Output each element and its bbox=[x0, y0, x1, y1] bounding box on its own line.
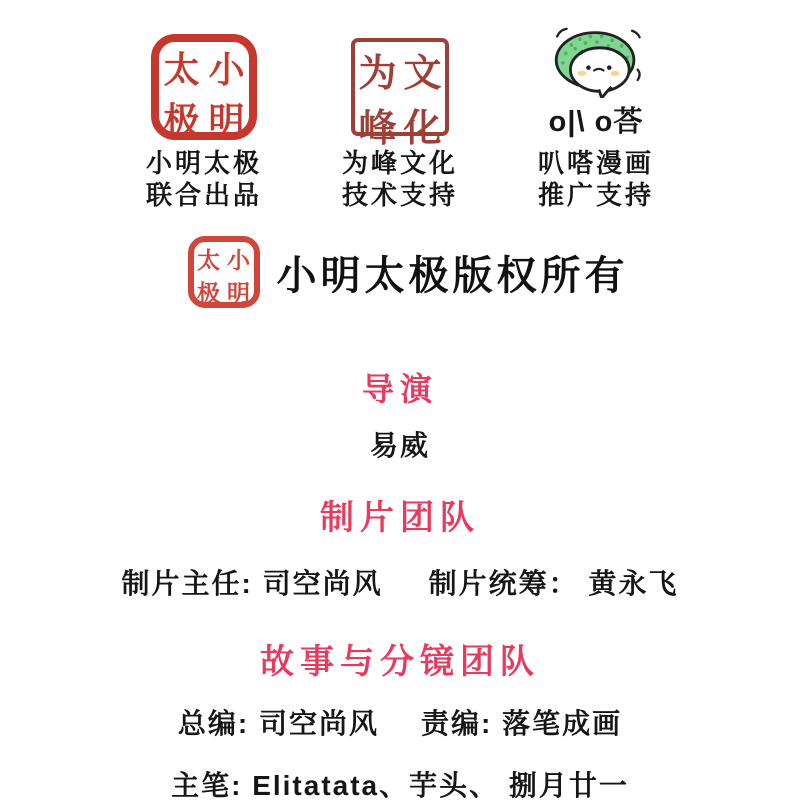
seal-char: 化 bbox=[403, 105, 442, 150]
partner-caption-line2: 推广支持 bbox=[537, 179, 654, 210]
editor-credits-line bbox=[0, 702, 800, 742]
partner-logos-row bbox=[0, 26, 800, 211]
director-name: 易威 bbox=[369, 430, 430, 461]
bada-wordmark: o|\ o荅 bbox=[548, 106, 644, 138]
partner-caption-line2: 技术支持 bbox=[341, 179, 458, 210]
partner-caption bbox=[342, 148, 458, 211]
xiaoming-taiji-seal-icon bbox=[151, 34, 257, 140]
xiaoming-seal-logo bbox=[151, 26, 257, 140]
lead-artist-credits-line bbox=[0, 764, 800, 800]
partner-caption-line1: 小明太极 bbox=[145, 148, 262, 178]
heading-story-storyboard-team: 故事与分镜团队 bbox=[260, 643, 540, 681]
seal-char: 太 bbox=[163, 49, 200, 91]
heading-production-team: 制片团队 bbox=[320, 499, 480, 537]
partner-caption-line1: 为峰文化 bbox=[341, 148, 458, 178]
partner-caption-line1: 叭嗒漫画 bbox=[537, 148, 654, 178]
partner-caption bbox=[146, 148, 262, 211]
seal-char: 为 bbox=[358, 50, 397, 95]
production-director-credit: 制片主任: 司空尚风 bbox=[121, 568, 383, 599]
seal-char: 明 bbox=[227, 280, 250, 307]
chief-editor-credit: 总编: 司空尚风 bbox=[177, 708, 379, 739]
seal-character-grid bbox=[159, 42, 249, 142]
partner-bada-manhua bbox=[518, 26, 674, 211]
responsible-editor-credit: 责编: 落笔成画 bbox=[421, 708, 623, 739]
partner-weifeng-wenhua bbox=[322, 26, 478, 211]
weifeng-wenhua-seal-icon bbox=[351, 38, 449, 150]
partner-caption bbox=[538, 148, 654, 211]
lead-artist-credit: 主笔: Elitatata、芋头、 捌月廿一 bbox=[171, 770, 629, 800]
seal-char: 小 bbox=[227, 247, 250, 274]
seal-char: 小 bbox=[208, 49, 245, 91]
weifeng-seal-logo bbox=[351, 26, 449, 150]
heading-director: 导演 bbox=[361, 371, 438, 407]
seal-char: 极 bbox=[163, 100, 200, 142]
partner-caption-line2: 联合出品 bbox=[145, 179, 262, 210]
copyright-text: 小明太极版权所有 bbox=[276, 253, 629, 298]
bada-mascot-logo bbox=[546, 26, 646, 140]
production-coordinator-credit: 制片统筹： 黄永飞 bbox=[428, 568, 679, 599]
xiaoming-taiji-seal-icon-small bbox=[188, 236, 260, 308]
seal-char: 明 bbox=[208, 100, 245, 142]
production-credits-line bbox=[0, 562, 800, 602]
seal-character-grid bbox=[194, 242, 254, 307]
bada-mascot-icon bbox=[546, 26, 646, 98]
copyright-row bbox=[8, 236, 800, 308]
seal-char: 文 bbox=[403, 50, 442, 95]
partner-xiaoming-taiji bbox=[126, 26, 282, 211]
seal-char: 峰 bbox=[358, 105, 397, 150]
seal-char: 太 bbox=[197, 247, 220, 274]
seal-char: 极 bbox=[197, 280, 220, 307]
director-name-line bbox=[0, 424, 800, 464]
seal-character-grid bbox=[355, 42, 445, 150]
